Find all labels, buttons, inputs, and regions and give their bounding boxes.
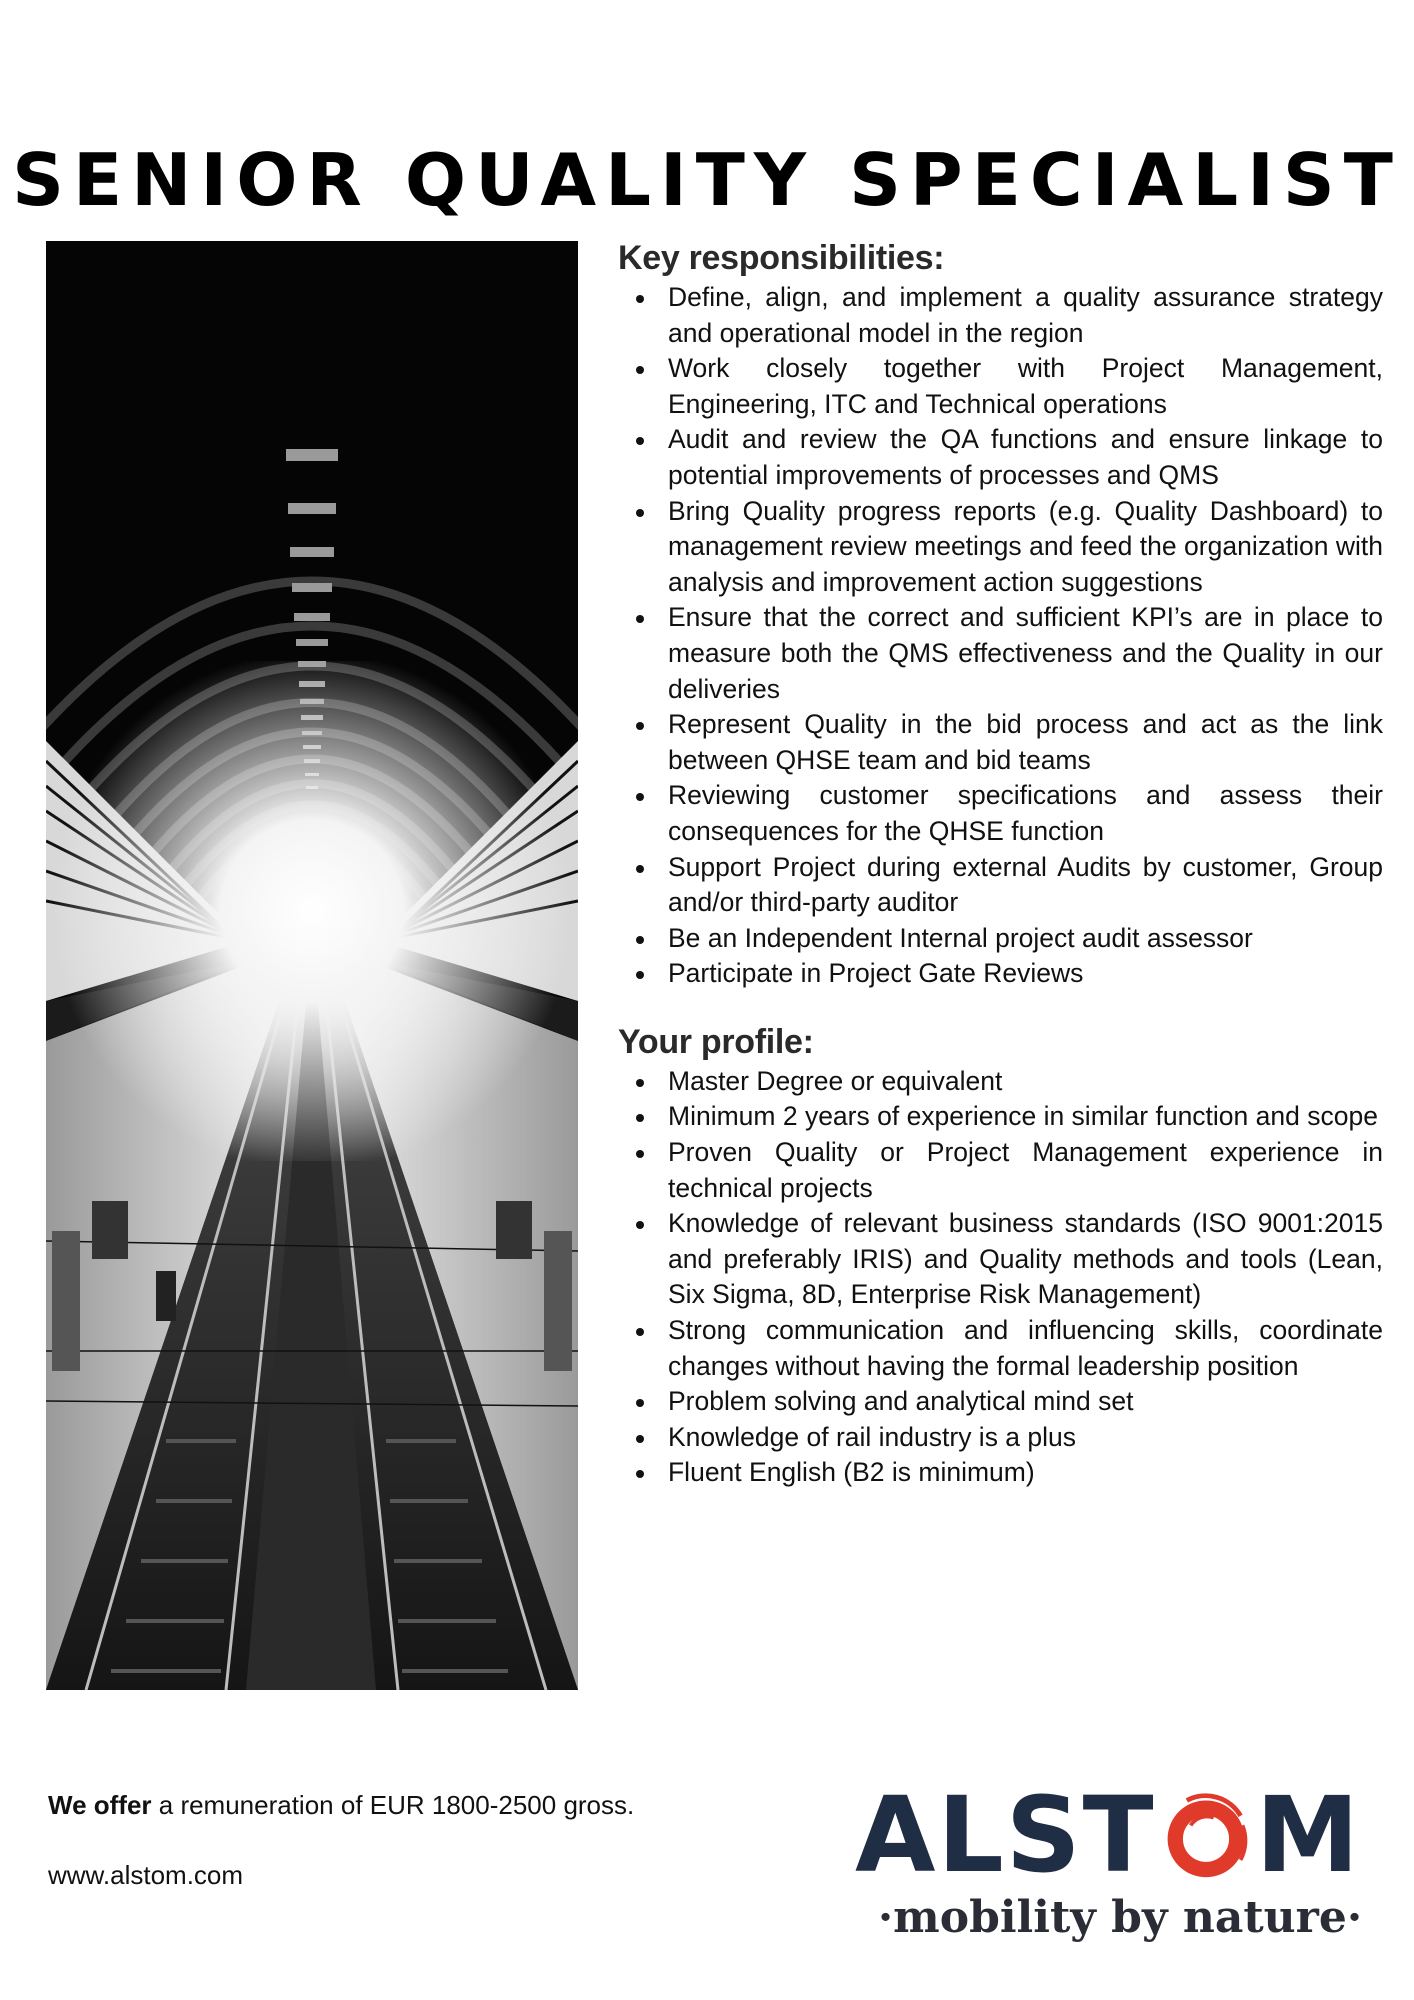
bullet-icon [636,437,644,445]
logo-tagline: ·mobility by nature· [877,1892,1363,1943]
list-item: Participate in Project Gate Reviews [618,956,1383,992]
train-station-photo [46,241,578,1690]
list-item: Audit and review the QA functions and ensure linkage to potential improvements of processes and QMS [618,422,1383,493]
profile-section [618,1020,1383,1491]
responsibilities-heading: Key responsibilities: [618,239,945,277]
list-item: Proven Quality or Project Management experience in technical projects [618,1135,1383,1206]
list-item: Define, align, and implement a quality assurance strategy and operational model in the region [618,280,1383,351]
alstom-logo [855,1774,1385,1950]
bullet-icon [636,793,644,801]
list-item: Reviewing customer specifications and assess their consequences for the QHSE function [618,778,1383,849]
logo-letters-before: ALST [855,1774,1156,1896]
offer-detail: a remuneration of EUR 1800-2500 gross. [151,1790,635,1820]
remuneration-text [48,1790,634,1821]
list-item: Ensure that the correct and sufficient KPI’s are in place to measure both the QMS effectiveness and the Quality in our deliveries [618,600,1383,707]
logo-letters-after: M [1255,1774,1362,1896]
logo-wordmark [855,1774,1385,1896]
bullet-icon [636,1399,644,1407]
bullet-icon [636,936,644,944]
bullet-icon [636,295,644,303]
bullet-icon [636,1150,644,1158]
bullet-icon [636,1221,644,1229]
website-link[interactable]: www.alstom.com [48,1860,244,1890]
bullet-icon [636,509,644,517]
bullet-icon [636,1114,644,1122]
list-item: Support Project during external Audits by customer, Group and/or third-party auditor [618,850,1383,921]
job-details [618,236,1383,1491]
profile-list [618,1064,1383,1491]
bullet-icon [636,1470,644,1478]
list-item: Strong communication and influencing skills, coordinate changes without having the formal leadership position [618,1313,1383,1384]
list-item: Master Degree or equivalent [618,1064,1383,1100]
list-item: Minimum 2 years of experience in similar function and scope [618,1099,1383,1135]
bullet-icon [636,366,644,374]
bullet-icon [636,615,644,623]
bullet-icon [636,865,644,873]
bullet-icon [636,1328,644,1336]
page-title: SENIOR QUALITY SPECIALIST [12,138,1402,223]
list-item: Work closely together with Project Management, Engineering, ITC and Technical operations [618,351,1383,422]
responsibilities-list [618,280,1383,992]
list-item: Bring Quality progress reports (e.g. Quality Dashboard) to management review meetings and feed the organization with analysis and improvement action suggestions [618,494,1383,601]
list-item: Problem solving and analytical mind set [618,1384,1383,1420]
bullet-icon [636,1079,644,1087]
bullet-icon [636,722,644,730]
responsibilities-section [618,236,1383,992]
bullet-icon [636,971,644,979]
list-item: Represent Quality in the bid process and act as the link between QHSE team and bid teams [618,707,1383,778]
list-item: Fluent English (B2 is minimum) [618,1455,1383,1491]
list-item: Knowledge of rail industry is a plus [618,1420,1383,1456]
list-item: Be an Independent Internal project audit assessor [618,921,1383,957]
list-item: Knowledge of relevant business standards (ISO 9001:2015 and preferably IRIS) and Quality methods and tools (Lean, Six Sigma, 8D, Enterprise Risk Management) [618,1206,1383,1313]
profile-heading: Your profile: [618,1022,814,1061]
offer-label: We offer [48,1790,152,1820]
swirl-o-icon [1158,1787,1254,1883]
bullet-icon [636,1435,644,1443]
